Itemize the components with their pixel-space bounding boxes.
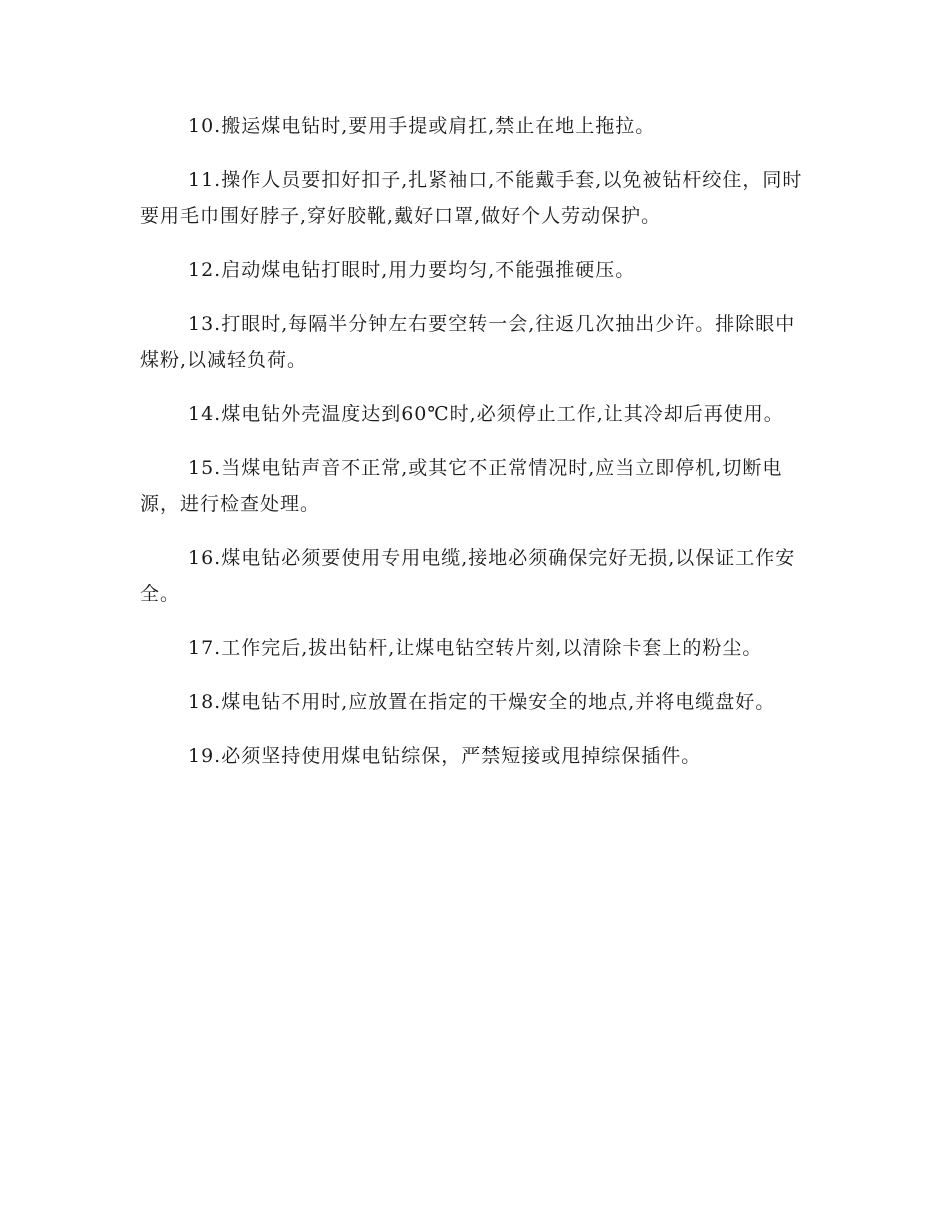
rule-item-15: 15.当煤电钻声音不正常,或其它不正常情况时,应当立即停机,切断电源，进行检查处理。 <box>140 457 783 515</box>
rule-item-18: 18.煤电钻不用时,应放置在指定的干燥安全的地点,并将电缆盘好。 <box>188 691 776 713</box>
rule-item-19: 19.必须坚持使用煤电钻综保，严禁短接或甩掉综保插件。 <box>188 745 702 767</box>
rule-item-14: 14.煤电钻外壳温度达到60℃时,必须停止工作,让其冷却后再使用。 <box>188 403 784 425</box>
document-body <box>140 108 810 792</box>
rule-item-12: 12.启动煤电钻打眼时,用力要均匀,不能强推硬压。 <box>188 259 636 281</box>
rule-item-13: 13.打眼时,每隔半分钟左右要空转一会,往返几次抽出少许。排除眼中煤粉,以减轻负荷。 <box>140 313 796 371</box>
rule-item-10: 10.搬运煤电钻时,要用手提或肩扛,禁止在地上拖拉。 <box>188 115 656 137</box>
rule-item-16: 16.煤电钻必须要使用专用电缆,接地必须确保完好无损,以保证工作安全。 <box>140 547 796 605</box>
rule-item-17: 17.工作完后,拔出钻杆,让煤电钻空转片刻,以清除卡套上的粉尘。 <box>188 637 763 659</box>
rule-item-11: 11.操作人员要扣好扣子,扎紧袖口,不能戴手套,以免被钻杆绞住，同时要用毛巾围好脖子,穿好胶靴,戴好口罩,做好个人劳动保护。 <box>140 169 803 227</box>
